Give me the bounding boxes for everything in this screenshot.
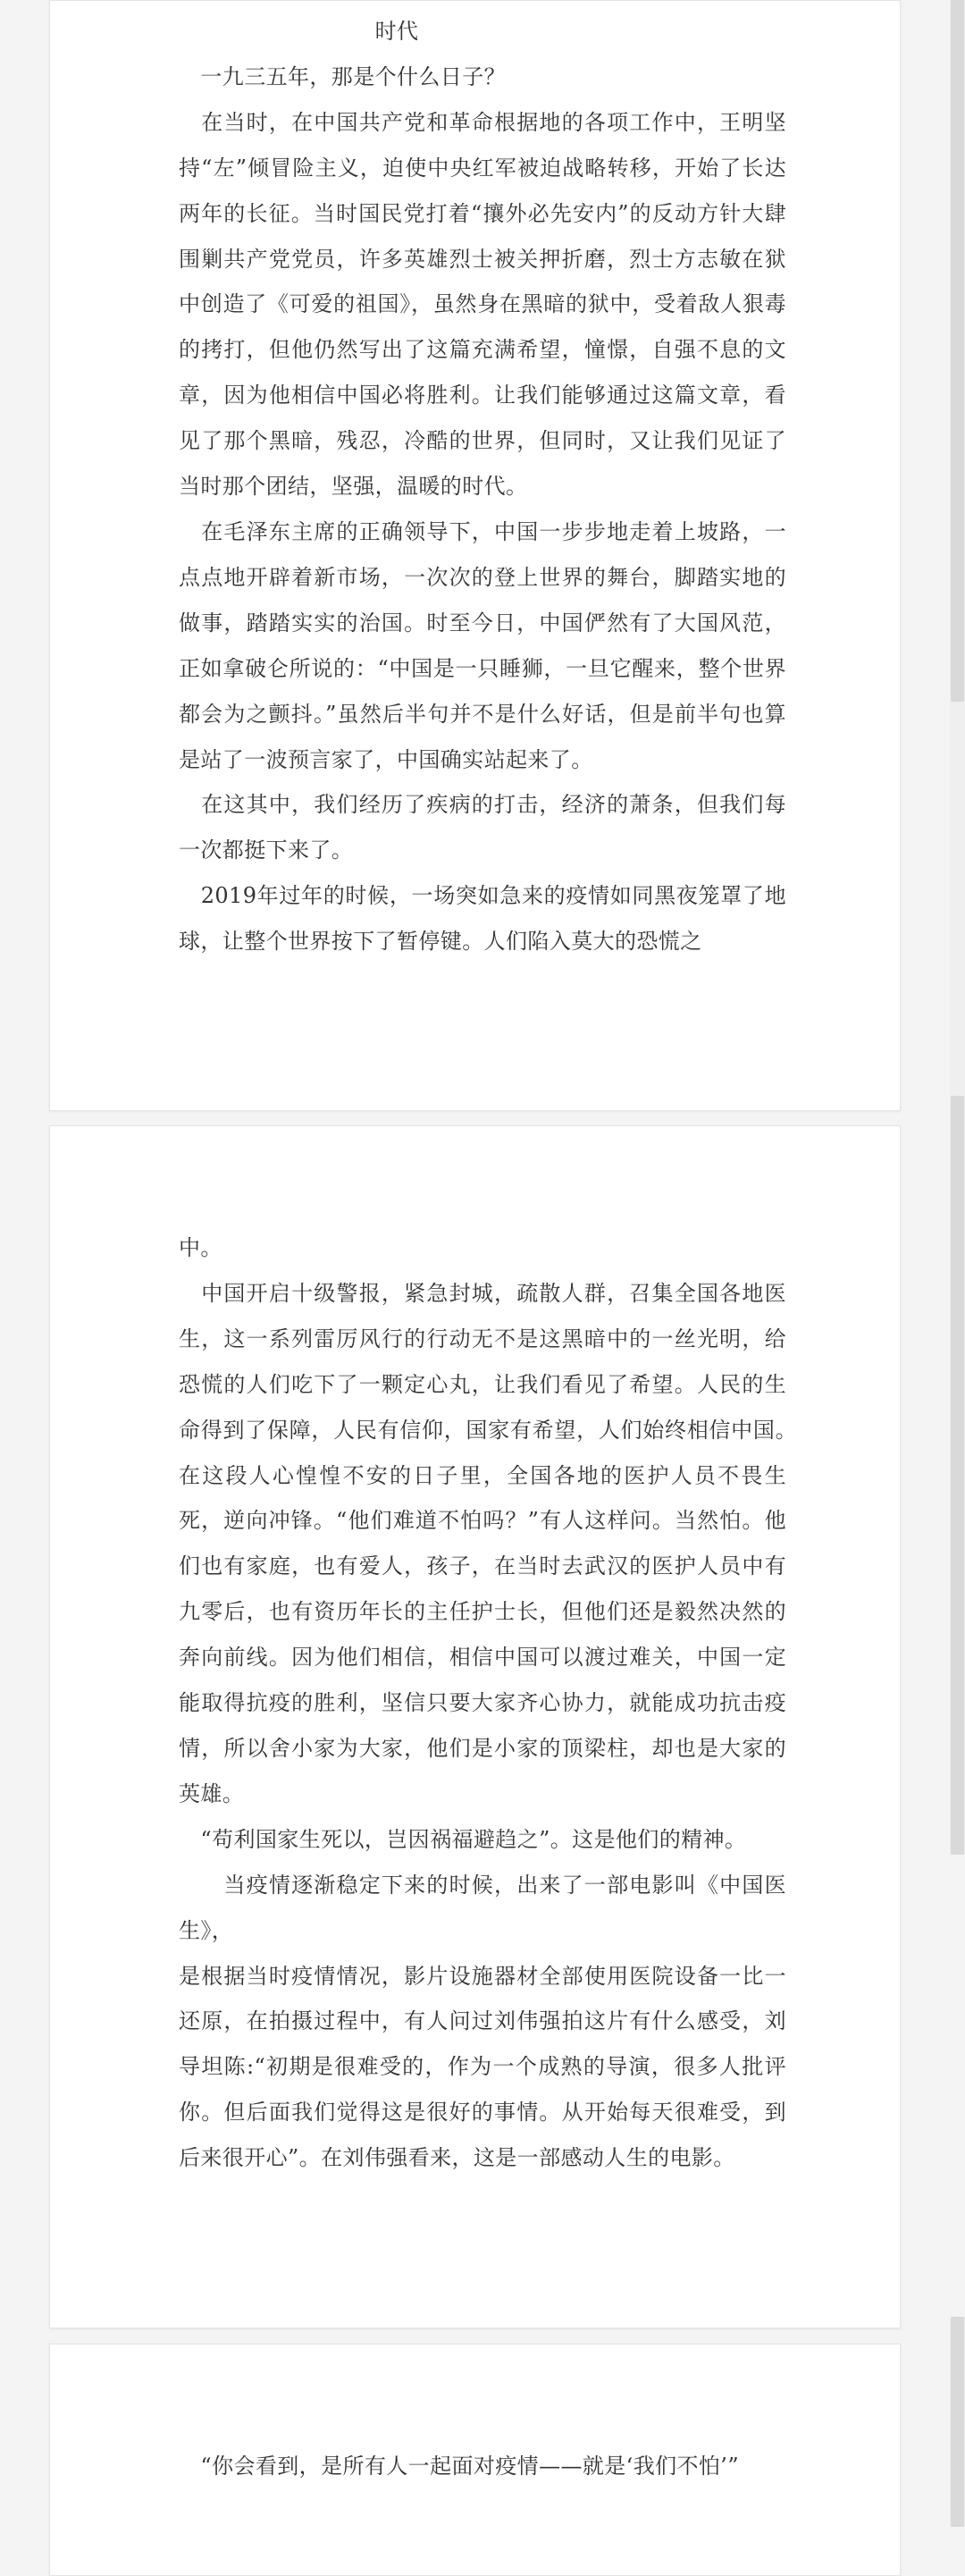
paragraph: 中国开启十级警报，紧急封城，疏散人群，召集全国各地医生，这一系列雷厉风行的行动无不是这黑暗中的一丝光明，给恐慌的人们吃下了一颗定心丸，让我们看见了希望。人民的生命得到了保障，人民有信仰，国家有希望，人们始终相信中国。 在这段人心惶惶不安的日子里，全国各地的医护人员不畏生死，逆向冲锋。“他们难道不怕吗？”有人这样问。当然怕。他们也有家庭，也有爱人，孩子，在当时去武汉的医护人员中有九零后，也有资历年长的主任护士长，但他们还是毅然决然的奔向前线。因为他们相信，相信中国可以渡过难关，中国一定能取得抗疫的胜利，坚信只要大家齐心协力，就能成功抗击疫情，所以舍小家为大家，他们是小家的顶梁柱，却也是大家的英雄。: [179, 1280, 852, 1806]
page-3-text: [179, 2444, 786, 2489]
document-page-1: [49, 0, 901, 1111]
scrollbar-thumb-1[interactable]: [951, 0, 964, 702]
paragraph: 在这其中，我们经历了疾病的打击，经济的萧条，但我们每一次都挺下来了。: [179, 792, 786, 863]
scrollbar-thumb-3[interactable]: [951, 2317, 964, 2527]
paragraph: 是根据当时疫情情况，影片设施器材全部使用医院设备一比一还原，在拍摄过程中，有人问过刘伟强拍这片有什么感受，刘导坦陈:“初期是很难受的，作为一个成熟的导演，很多人批评你。但后面我们觉得这是很好的事情。从开始每天很难受，到后来很开心”。在刘伟强看来，这是一部感动人生的电影。: [179, 1963, 786, 2171]
document-page-3: [49, 2344, 901, 2576]
document-page-2: [49, 1125, 901, 2328]
paragraph: “苟利国家生死以，岂因祸福避趋之”。这是他们的精神。: [179, 1826, 747, 1852]
paragraph: “你会看到，是所有人一起面对疫情——就是‘我们不怕’”: [179, 2454, 739, 2479]
scrollbar-thumb-2[interactable]: [951, 1096, 964, 1855]
paragraph: 在毛泽东主席的正确领导下，中国一步步地走着上坡路，一点点地开辟着新市场，一次次的登上世界的舞台，脚踏实地的做事，踏踏实实的治国。时至今日，中国俨然有了大国风范，正如拿破仑所说的：“中国是一只睡狮，一旦它醒来，整个世界都会为之颤抖。”虽然后半句并不是什么好话，但是前半句也算是站了一波预言家了，中国确实站起来了。: [179, 518, 786, 772]
page-2-text: [179, 1225, 852, 2181]
paragraph-title: 时代: [179, 19, 419, 44]
paragraph: 当疫情逐渐稳定下来的时候，出来了一部电影叫《中国医生》，: [179, 1872, 786, 1943]
paragraph: 2019年过年的时候，一场突如急来的疫情如同黑夜笼罩了地球，让整个世界按下了暂停键。人们陷入莫大的恐慌之: [179, 883, 786, 955]
page-1-text: [179, 9, 786, 964]
paragraph: 在当时，在中国共产党和革命根据地的各项工作中，王明坚持“左”倾冒险主义，迫使中央红军被迫战略转移，开始了长达两年的长征。当时国民党打着“攘外必先安内”的反动方针大肆围剿共产党党员，许多英雄烈士被关押折磨，烈士方志敏在狱中创造了《可爱的祖国》，虽然身在黑暗的狱中，受着敌人狠毒的拷打，但他仍然写出了这篇充满希望，憧憬，自强不息的文章，因为他相信中国必将胜利。让我们能够通过这篇文章，看见了那个黑暗，残忍，冷酷的世界，但同时，又让我们见证了当时那个团结，坚强，温暖的时代。: [179, 109, 786, 500]
paragraph: 一九三五年，那是个什么日子？: [179, 63, 506, 89]
paragraph: 中。: [179, 1235, 222, 1260]
